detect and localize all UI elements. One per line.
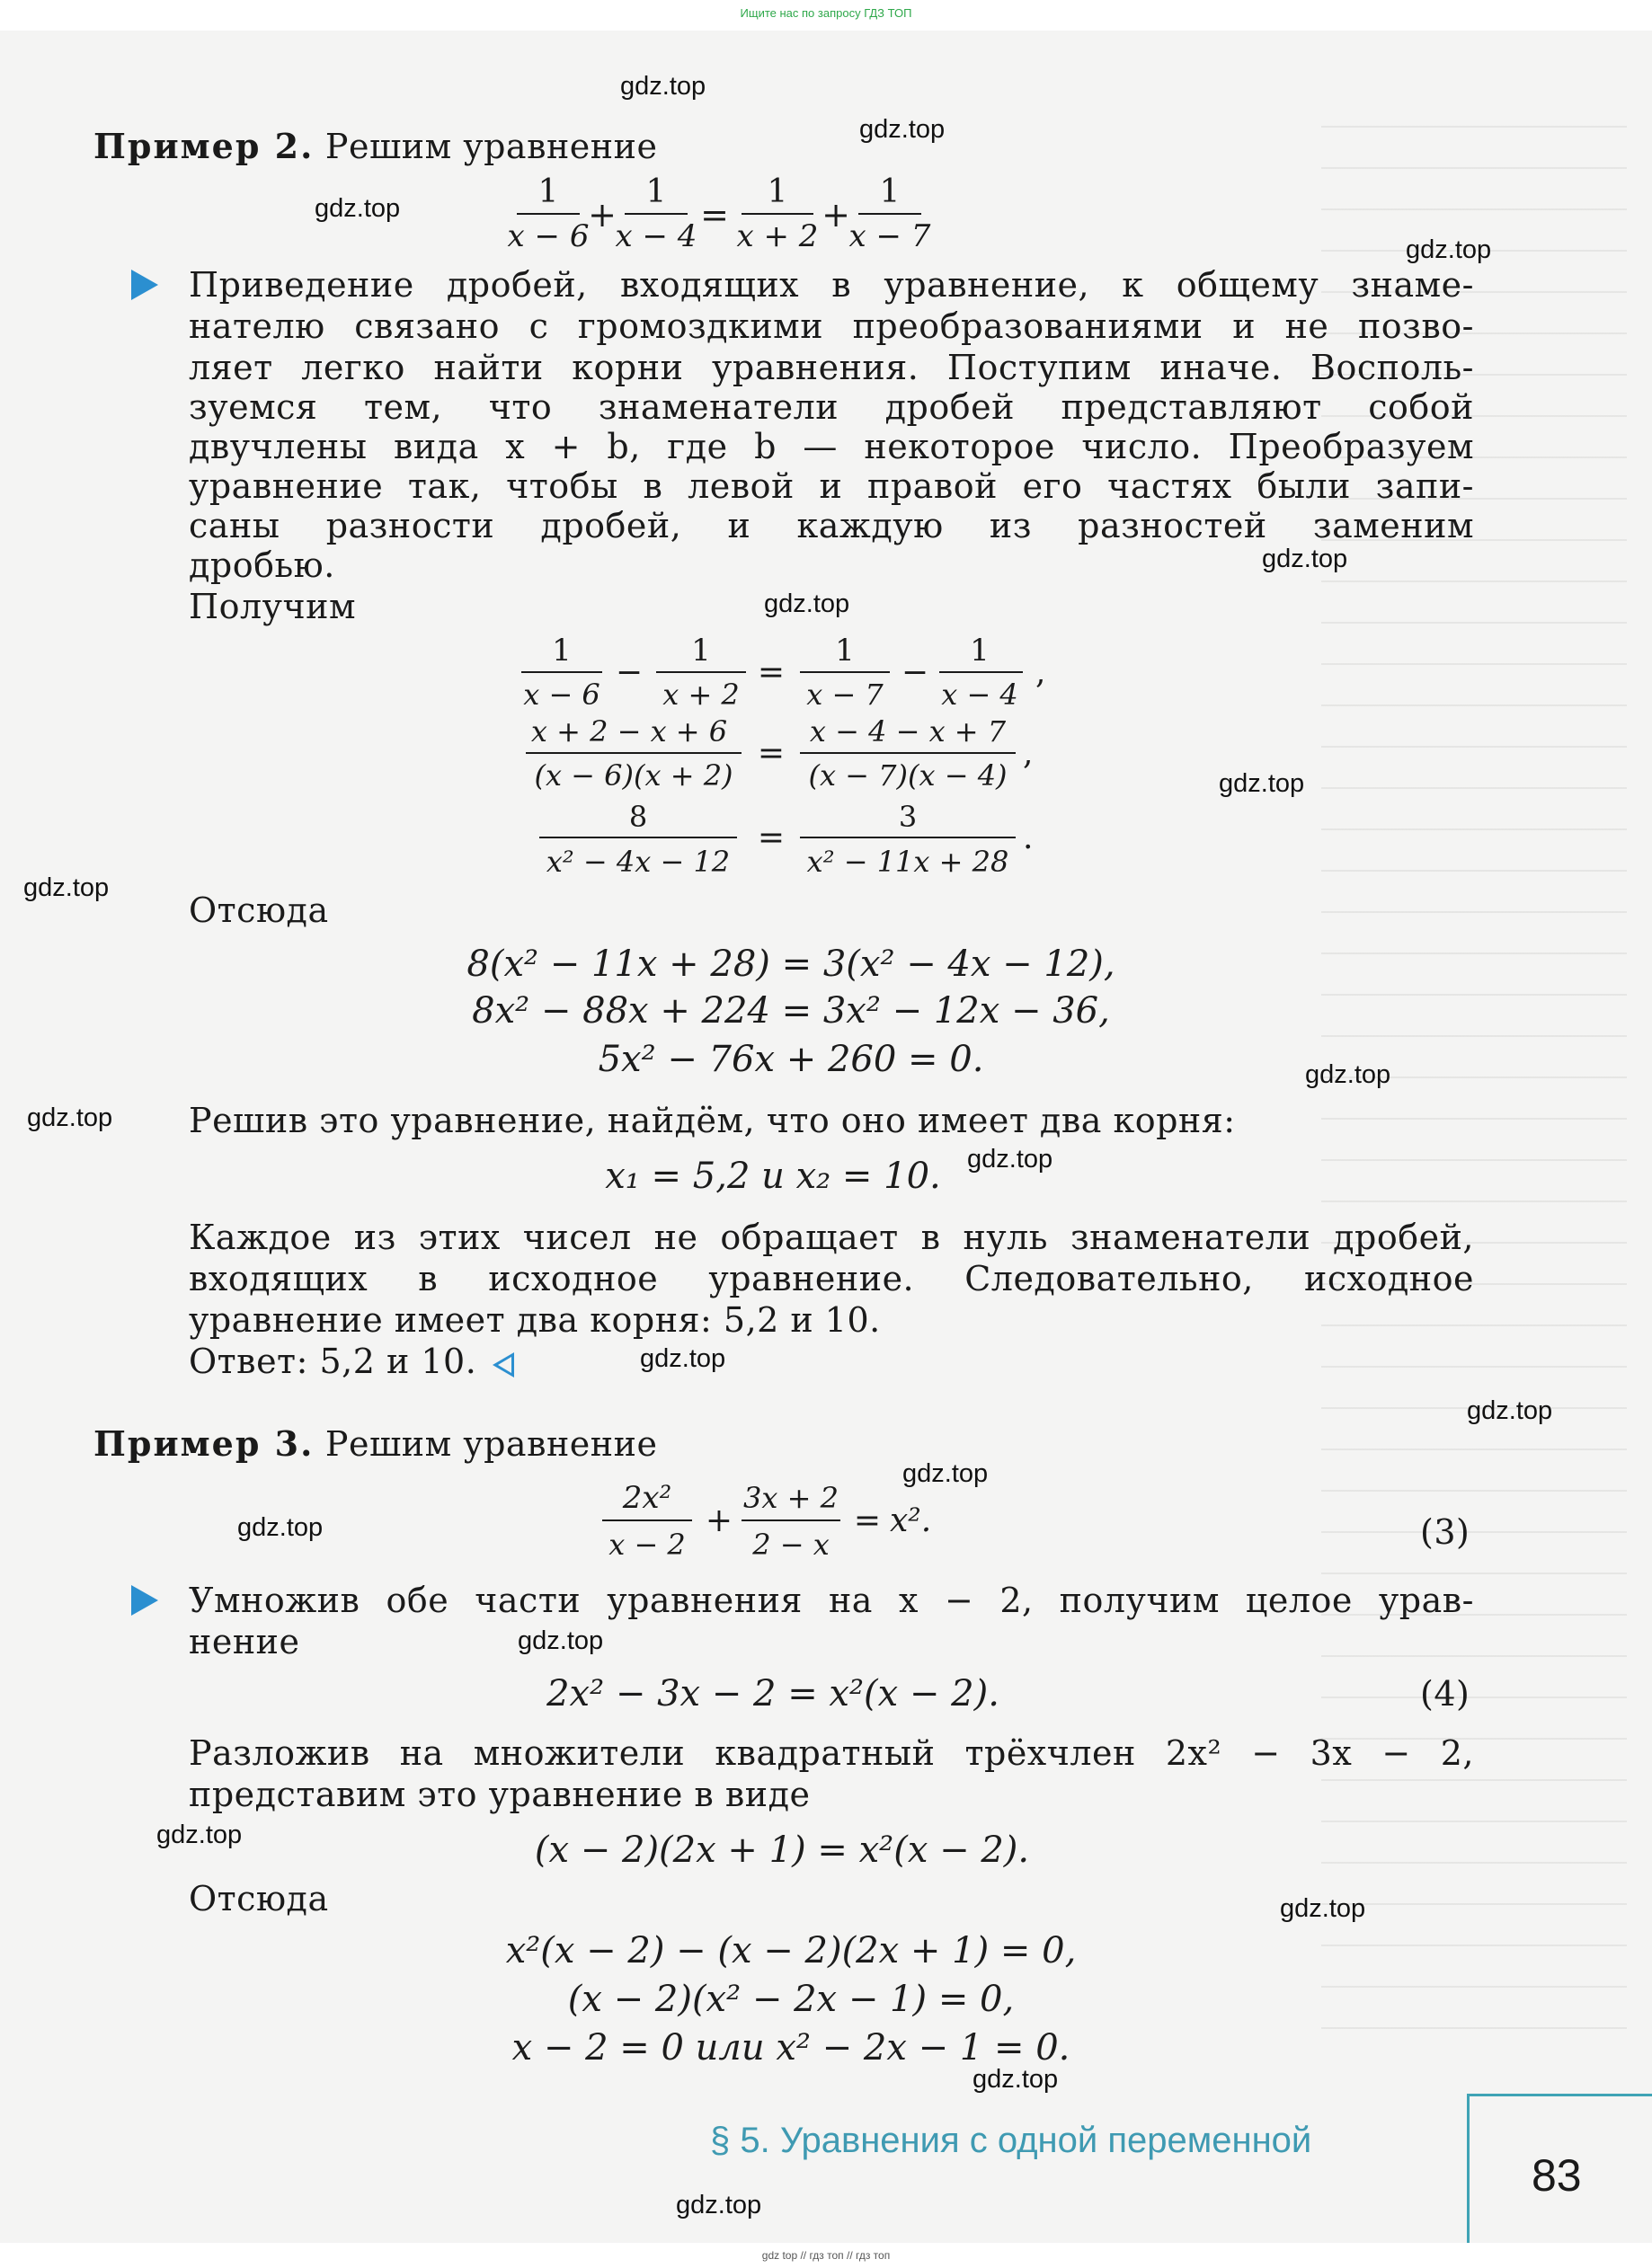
- equation-4: 2x² − 3x − 2 = x²(x − 2).: [546, 1673, 999, 1714]
- svg-text:x − 4 − x + 7: x − 4 − x + 7: [809, 714, 1007, 749]
- frac2-den: x − 4: [615, 218, 697, 254]
- final-line: (x − 2)(x² − 2x − 1) = 0,: [567, 1979, 1015, 2020]
- frac1-num: 1: [537, 173, 559, 210]
- svg-text:8: 8: [628, 800, 648, 834]
- example2-label: Пример 2.: [93, 126, 315, 166]
- watermark: gdz.top: [1219, 769, 1305, 798]
- watermark: gdz.top: [620, 72, 706, 101]
- solution-start-icon: [131, 1585, 158, 1616]
- frac2-num: 1: [645, 173, 667, 210]
- svg-text:=: =: [757, 654, 786, 691]
- top-banner[interactable]: Ищите нас по запросу ГДЗ ТОП: [0, 0, 1652, 31]
- watermark: gdz.top: [902, 1459, 989, 1488]
- example2-para-line: ляет легко найти корни уравнения. Поступим иначе. Восполь-: [189, 348, 1474, 387]
- watermark: gdz.top: [1305, 1060, 1391, 1089]
- solve-line: Решив это уравнение, найдём, что оно имеет два корня:: [189, 1101, 1236, 1140]
- example2-heading: [93, 126, 657, 167]
- equation-5: (x − 2)(2x + 1) = x²(x − 2).: [534, 1829, 1030, 1871]
- example2-heading-rest: Решим уравнение: [324, 127, 658, 166]
- final-line: x²(x − 2) − (x − 2)(2x + 1) = 0,: [505, 1930, 1077, 1971]
- watermark: gdz.top: [764, 589, 850, 618]
- svg-text:x².: x².: [890, 1502, 932, 1539]
- eq-number-3: (3): [1420, 1512, 1470, 1552]
- footer-rule-vertical: [1467, 2094, 1470, 2245]
- footer-rule-horizontal: [1467, 2094, 1652, 2096]
- svg-text:=: =: [757, 819, 786, 856]
- example3-heading: [93, 1423, 657, 1465]
- example3-label: Пример 3.: [93, 1423, 315, 1464]
- svg-text:x − 4: x − 4: [941, 678, 1018, 712]
- frac4-num: 1: [879, 173, 901, 210]
- solution-start-icon: [131, 270, 158, 300]
- equation-line: 5x² − 76x + 260 = 0.: [598, 1039, 984, 1080]
- svg-text:x + 2: x + 2: [662, 678, 740, 712]
- solution-end-icon: [493, 1352, 514, 1378]
- watermark: gdz.top: [23, 873, 110, 902]
- page-number: 83: [1532, 2150, 1582, 2201]
- svg-text:+: +: [705, 1502, 733, 1539]
- svg-text:,: ,: [1035, 654, 1046, 691]
- example2-para-line: дробью.: [189, 545, 335, 585]
- svg-text:3x + 2: 3x + 2: [743, 1481, 839, 1515]
- watermark: gdz.top: [1467, 1396, 1553, 1425]
- svg-text:−: −: [615, 654, 644, 691]
- svg-text:1: 1: [970, 633, 990, 669]
- svg-text:,: ,: [1023, 735, 1034, 772]
- svg-text:1: 1: [552, 633, 572, 669]
- svg-text:(x − 6)(x + 2): (x − 6)(x + 2): [534, 758, 733, 793]
- watermark: gdz.top: [1406, 235, 1492, 264]
- check-line: уравнение имеет два корня: 5,2 и 10.: [189, 1300, 881, 1340]
- final-line: x − 2 = 0 или x² − 2x − 1 = 0.: [511, 2027, 1070, 2069]
- svg-text:=: =: [700, 195, 729, 235]
- watermark: gdz.top: [859, 115, 946, 144]
- svg-text:2x²: 2x²: [622, 1480, 672, 1516]
- svg-text:1: 1: [691, 633, 711, 669]
- example3-para2-line: представим это уравнение в виде: [189, 1775, 811, 1814]
- watermark: gdz.top: [967, 1145, 1053, 1174]
- example2-para-line: уравнение так, чтобы в левой и правой его частях были запи-: [189, 466, 1474, 506]
- frac4-den: x − 7: [848, 218, 931, 254]
- example3-heading-rest: Решим уравнение: [324, 1424, 658, 1464]
- frac1-den: x − 6: [507, 218, 590, 254]
- watermark: gdz.top: [315, 194, 401, 223]
- watermark: gdz.top: [237, 1513, 324, 1542]
- svg-text:+: +: [822, 195, 850, 235]
- svg-text:=: =: [757, 735, 786, 772]
- svg-text:2 − x: 2 − x: [752, 1528, 830, 1562]
- example2-para-line: зуемся тем, что знаменатели дробей представляют собой: [189, 387, 1474, 427]
- watermark: gdz.top: [1280, 1894, 1366, 1923]
- eq-number-4: (4): [1420, 1674, 1470, 1714]
- watermark: gdz.top: [156, 1821, 243, 1849]
- svg-text:x + 2 − x + 6: x + 2 − x + 6: [530, 714, 728, 749]
- example3-para2-line: Разложив на множители квадратный трёхчлен 2x² − 3x − 2,: [189, 1733, 1474, 1773]
- equation-line: 8(x² − 11x + 28) = 3(x² − 4x − 12),: [466, 944, 1115, 985]
- svg-text:x² − 4x − 12: x² − 4x − 12: [546, 845, 731, 879]
- example2-para-line: саны разности дробей, и каждую из разностей заменим: [189, 506, 1474, 545]
- example2-derivation: [503, 629, 1079, 899]
- frac3-num: 1: [767, 173, 788, 210]
- example2-para-line: нателю связано с громоздкими преобразованиями и не позво-: [189, 306, 1474, 346]
- frac3-den: x + 2: [736, 218, 819, 254]
- svg-text:x − 2: x − 2: [608, 1528, 686, 1562]
- example2-para-line: двучлены вида x + b, где b — некоторое число. Преобразуем: [189, 427, 1474, 466]
- watermark: gdz.top: [27, 1103, 113, 1132]
- roots-line: x₁ = 5,2 и x₂ = 10.: [605, 1156, 941, 1197]
- example2-para-line: Приведение дробей, входящих в уравнение, к общему знаме-: [189, 265, 1474, 305]
- svg-text:x − 6: x − 6: [523, 678, 600, 712]
- svg-text:−: −: [901, 654, 929, 691]
- watermark: gdz.top: [676, 2191, 762, 2219]
- otsyuda-label-2: Отсюда: [189, 1879, 329, 1918]
- section-title: § 5. Уравнения с одной переменной: [710, 2121, 1312, 2160]
- otsyuda-label: Отсюда: [189, 890, 329, 930]
- svg-text:x − 7: x − 7: [806, 678, 884, 712]
- svg-text:.: .: [1023, 819, 1034, 856]
- answer-text: Ответ: 5,2 и 10.: [189, 1342, 477, 1381]
- svg-text:+: +: [588, 195, 617, 235]
- example3-para-line: Умножив обе части уравнения на x − 2, получим целое урав-: [189, 1581, 1474, 1620]
- bottom-banner[interactable]: gdz top // гдз топ // гдз топ: [0, 2243, 1652, 2268]
- example3-para-line: нение: [189, 1622, 300, 1661]
- poluchim-label: Получим: [189, 587, 357, 626]
- svg-text:x² − 11x + 28: x² − 11x + 28: [806, 845, 1009, 879]
- watermark: gdz.top: [640, 1344, 726, 1373]
- svg-text:=: =: [853, 1502, 882, 1539]
- watermark: gdz.top: [1262, 545, 1348, 573]
- watermark: gdz.top: [518, 1626, 604, 1655]
- example2-equation: [507, 171, 1052, 261]
- answer-line: [189, 1341, 514, 1382]
- check-line: Каждое из этих чисел не обращает в нуль знаменатели дробей,: [189, 1218, 1474, 1257]
- watermark: gdz.top: [973, 2065, 1059, 2094]
- equation-line: 8x² − 88x + 224 = 3x² − 12x − 36,: [472, 990, 1110, 1032]
- svg-text:3: 3: [898, 800, 918, 834]
- svg-text:1: 1: [835, 633, 855, 669]
- svg-text:(x − 7)(x − 4): (x − 7)(x − 4): [808, 758, 1008, 793]
- check-line: входящих в исходное уравнение. Следовательно, исходное: [189, 1259, 1474, 1298]
